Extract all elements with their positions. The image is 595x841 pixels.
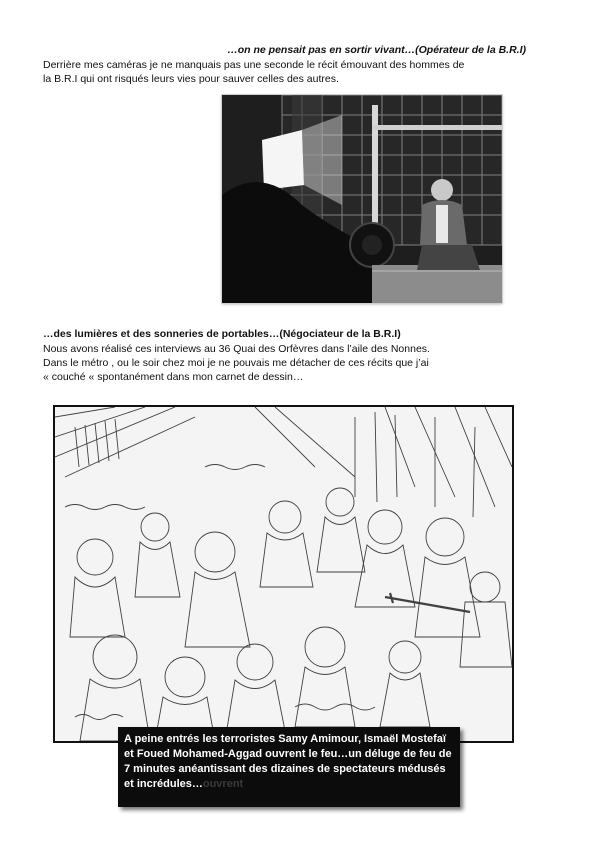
section2-heading: …des lumières et des sonneries de portables…(Négociateur de la B.R.I) [43,328,401,340]
section2-line: Nous avons réalisé ces interviews au 36 Quai des Orfèvres dans l’aile des Nonnes. [43,343,430,355]
section2-line: Dans le métro , ou le soir chez moi je ne pouvais me détacher de ces récits que j’ai [43,357,429,369]
caption-ghost-text: ouvrent [202,778,244,790]
sketch-drawing [55,407,512,741]
interview-photo-image [222,95,502,303]
section1-line: Derrière mes caméras je ne manquais pas une seconde le récit émouvant des hommes de [43,59,465,71]
section1-line: la B.R.I qui ont risqués leurs vies pour sauver celles des autres. [43,73,339,85]
sketch-caption [118,727,460,807]
interview-photo [222,95,502,303]
section1-heading: …on ne pensait pas en sortir vivant…(Opérateur de la B.R.I) [227,44,526,56]
bataclan-sketch [53,405,514,743]
section2-paragraph [43,342,563,384]
caption-text: A peine entrés les terroristes Samy Amimour, Ismaël Mostefaï et Foued Mohamed-Aggad ouvrent le feu…un déluge de feu de 7 minutes anéantissant des dizaines de spectateurs médusés et incrédules… [124,733,452,790]
section1-paragraph [43,58,543,86]
section2-line: « couché « spontanément dans mon carnet de dessin… [43,371,304,383]
